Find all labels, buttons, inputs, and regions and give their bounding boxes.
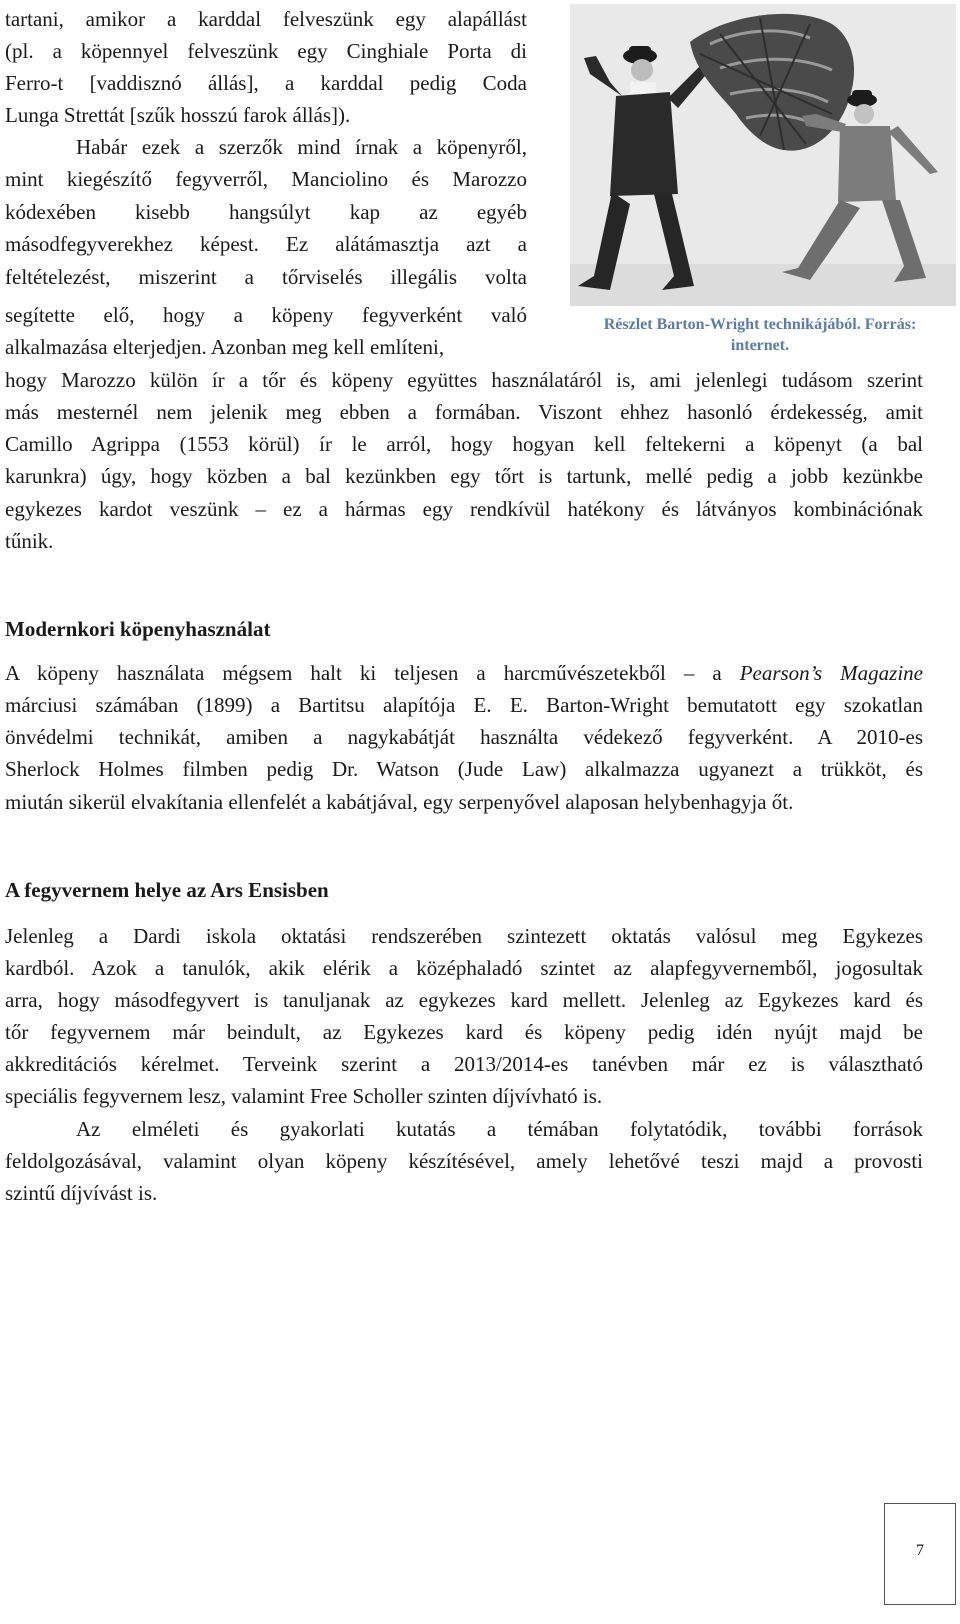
text-line: Habár ezek a szerzők mind írnak a köpenyről, xyxy=(76,135,527,159)
text-line: egykezes kardot veszünk – ez a hármas egy rendkívül hatékony és látványos kombinációnak xyxy=(5,497,923,521)
text-line: kardból. Azok a tanulók, akik elérik a középhaladó szintet az alapfegyvernemből, jogosultak xyxy=(5,956,923,980)
text-line: speciális fegyvernem lesz, valamint Free Scholler szinten díjvívható is. xyxy=(5,1084,603,1108)
text-line: Lunga Strettát [szűk hosszú farok állás]). xyxy=(5,103,351,127)
section-heading: A fegyvernem helye az Ars Ensisben xyxy=(5,878,329,902)
text-line: (pl. a köpennyel felveszünk egy Cinghiale Porta di xyxy=(5,39,527,63)
text-line: Ferro-t [vaddisznó állás], a karddal pedig Coda xyxy=(5,71,527,95)
text-line: tőr fegyvernem már beindult, az Egykezes kard és köpeny pedig idén nyújt majd be xyxy=(5,1020,923,1044)
page-number-box xyxy=(884,1503,956,1605)
text-line: szintű díjvívást is. xyxy=(5,1181,158,1205)
text-segment: A köpeny használata mégsem halt ki teljesen a harcművészetekből – a xyxy=(5,661,740,685)
text-line: arra, hogy másodfegyvert is tanuljanak az egykezes kard mellett. Jelenleg az Egykezes kard és xyxy=(5,988,923,1012)
text-line: feldolgozásával, valamint olyan köpeny készítésével, amely lehetővé teszi majd a provosti xyxy=(5,1149,923,1173)
text-line: feltételezést, miszerint a tőrviselés illegális volta xyxy=(5,265,527,289)
text-line: másodfegyverekhez képest. Ez alátámasztja azt a xyxy=(5,232,527,256)
text-line: Sherlock Holmes filmben pedig Dr. Watson (Jude Law) alkalmazza ugyanezt a trükköt, és xyxy=(5,757,923,781)
text-line: mint kiegészítő fegyverről, Manciolino és Marozzo xyxy=(5,167,527,191)
figure-caption xyxy=(560,314,960,356)
photo-barton-wright xyxy=(570,4,956,306)
text-line: tűnik. xyxy=(5,529,54,553)
italic-title: Pearson’s Magazine xyxy=(739,661,923,685)
text-line: Jelenleg a Dardi iskola oktatási rendszerében szintezett oktatás valósul meg Egykezes xyxy=(5,924,923,948)
text-line: önvédelmi technikát, amiben a nagykabátját használta védekező fegyverként. A 2010-es xyxy=(5,725,923,749)
text-line: segítette elő, hogy a köpeny fegyverként való xyxy=(5,303,527,327)
text-line: kódexében kisebb hangsúlyt kap az egyéb xyxy=(5,200,527,224)
text-line: alkalmazása elterjedjen. Azonban meg kell említeni, xyxy=(5,335,445,359)
caption-line: Részlet Barton-Wright technikájából. Forrás: xyxy=(603,316,917,333)
page-number: 7 xyxy=(916,1542,924,1559)
text-line: Az elméleti és gyakorlati kutatás a témában folytatódik, további források xyxy=(76,1117,923,1141)
text-line: Camillo Agrippa (1553 körül) ír le arról, hogy hogyan kell feltekerni a köpenyt (a bal xyxy=(5,432,923,456)
section-heading: Modernkori köpenyhasználat xyxy=(5,617,271,641)
text-line: hogy Marozzo külön ír a tőr és köpeny együttes használatáról is, ami jelenlegi tudásom szerint xyxy=(5,368,923,392)
text-line: más mesternél nem jelenik meg ebben a formában. Viszont ehhez hasonló érdekesség, amit xyxy=(5,400,923,424)
text-line: tartani, amikor a karddal felveszünk egy alapállást xyxy=(5,7,527,31)
text-line: karunkra) úgy, hogy közben a bal kezünkben egy tőrt is tartunk, mellé pedig a jobb kezünkbe xyxy=(5,464,923,488)
text-line: márciusi számában (1899) a Bartitsu alapítója E. E. Barton-Wright bemutatott egy szokatlan xyxy=(5,693,923,717)
text-line xyxy=(5,660,923,686)
caption-line: internet. xyxy=(730,337,790,354)
text-line: miután sikerül elvakítania ellenfelét a kabátjával, egy serpenyővel alaposan helybenhagyja őt. xyxy=(5,790,794,814)
text-line: akkreditációs kérelmet. Terveink szerint a 2013/2014-es tanévben már ez is választható xyxy=(5,1052,923,1076)
